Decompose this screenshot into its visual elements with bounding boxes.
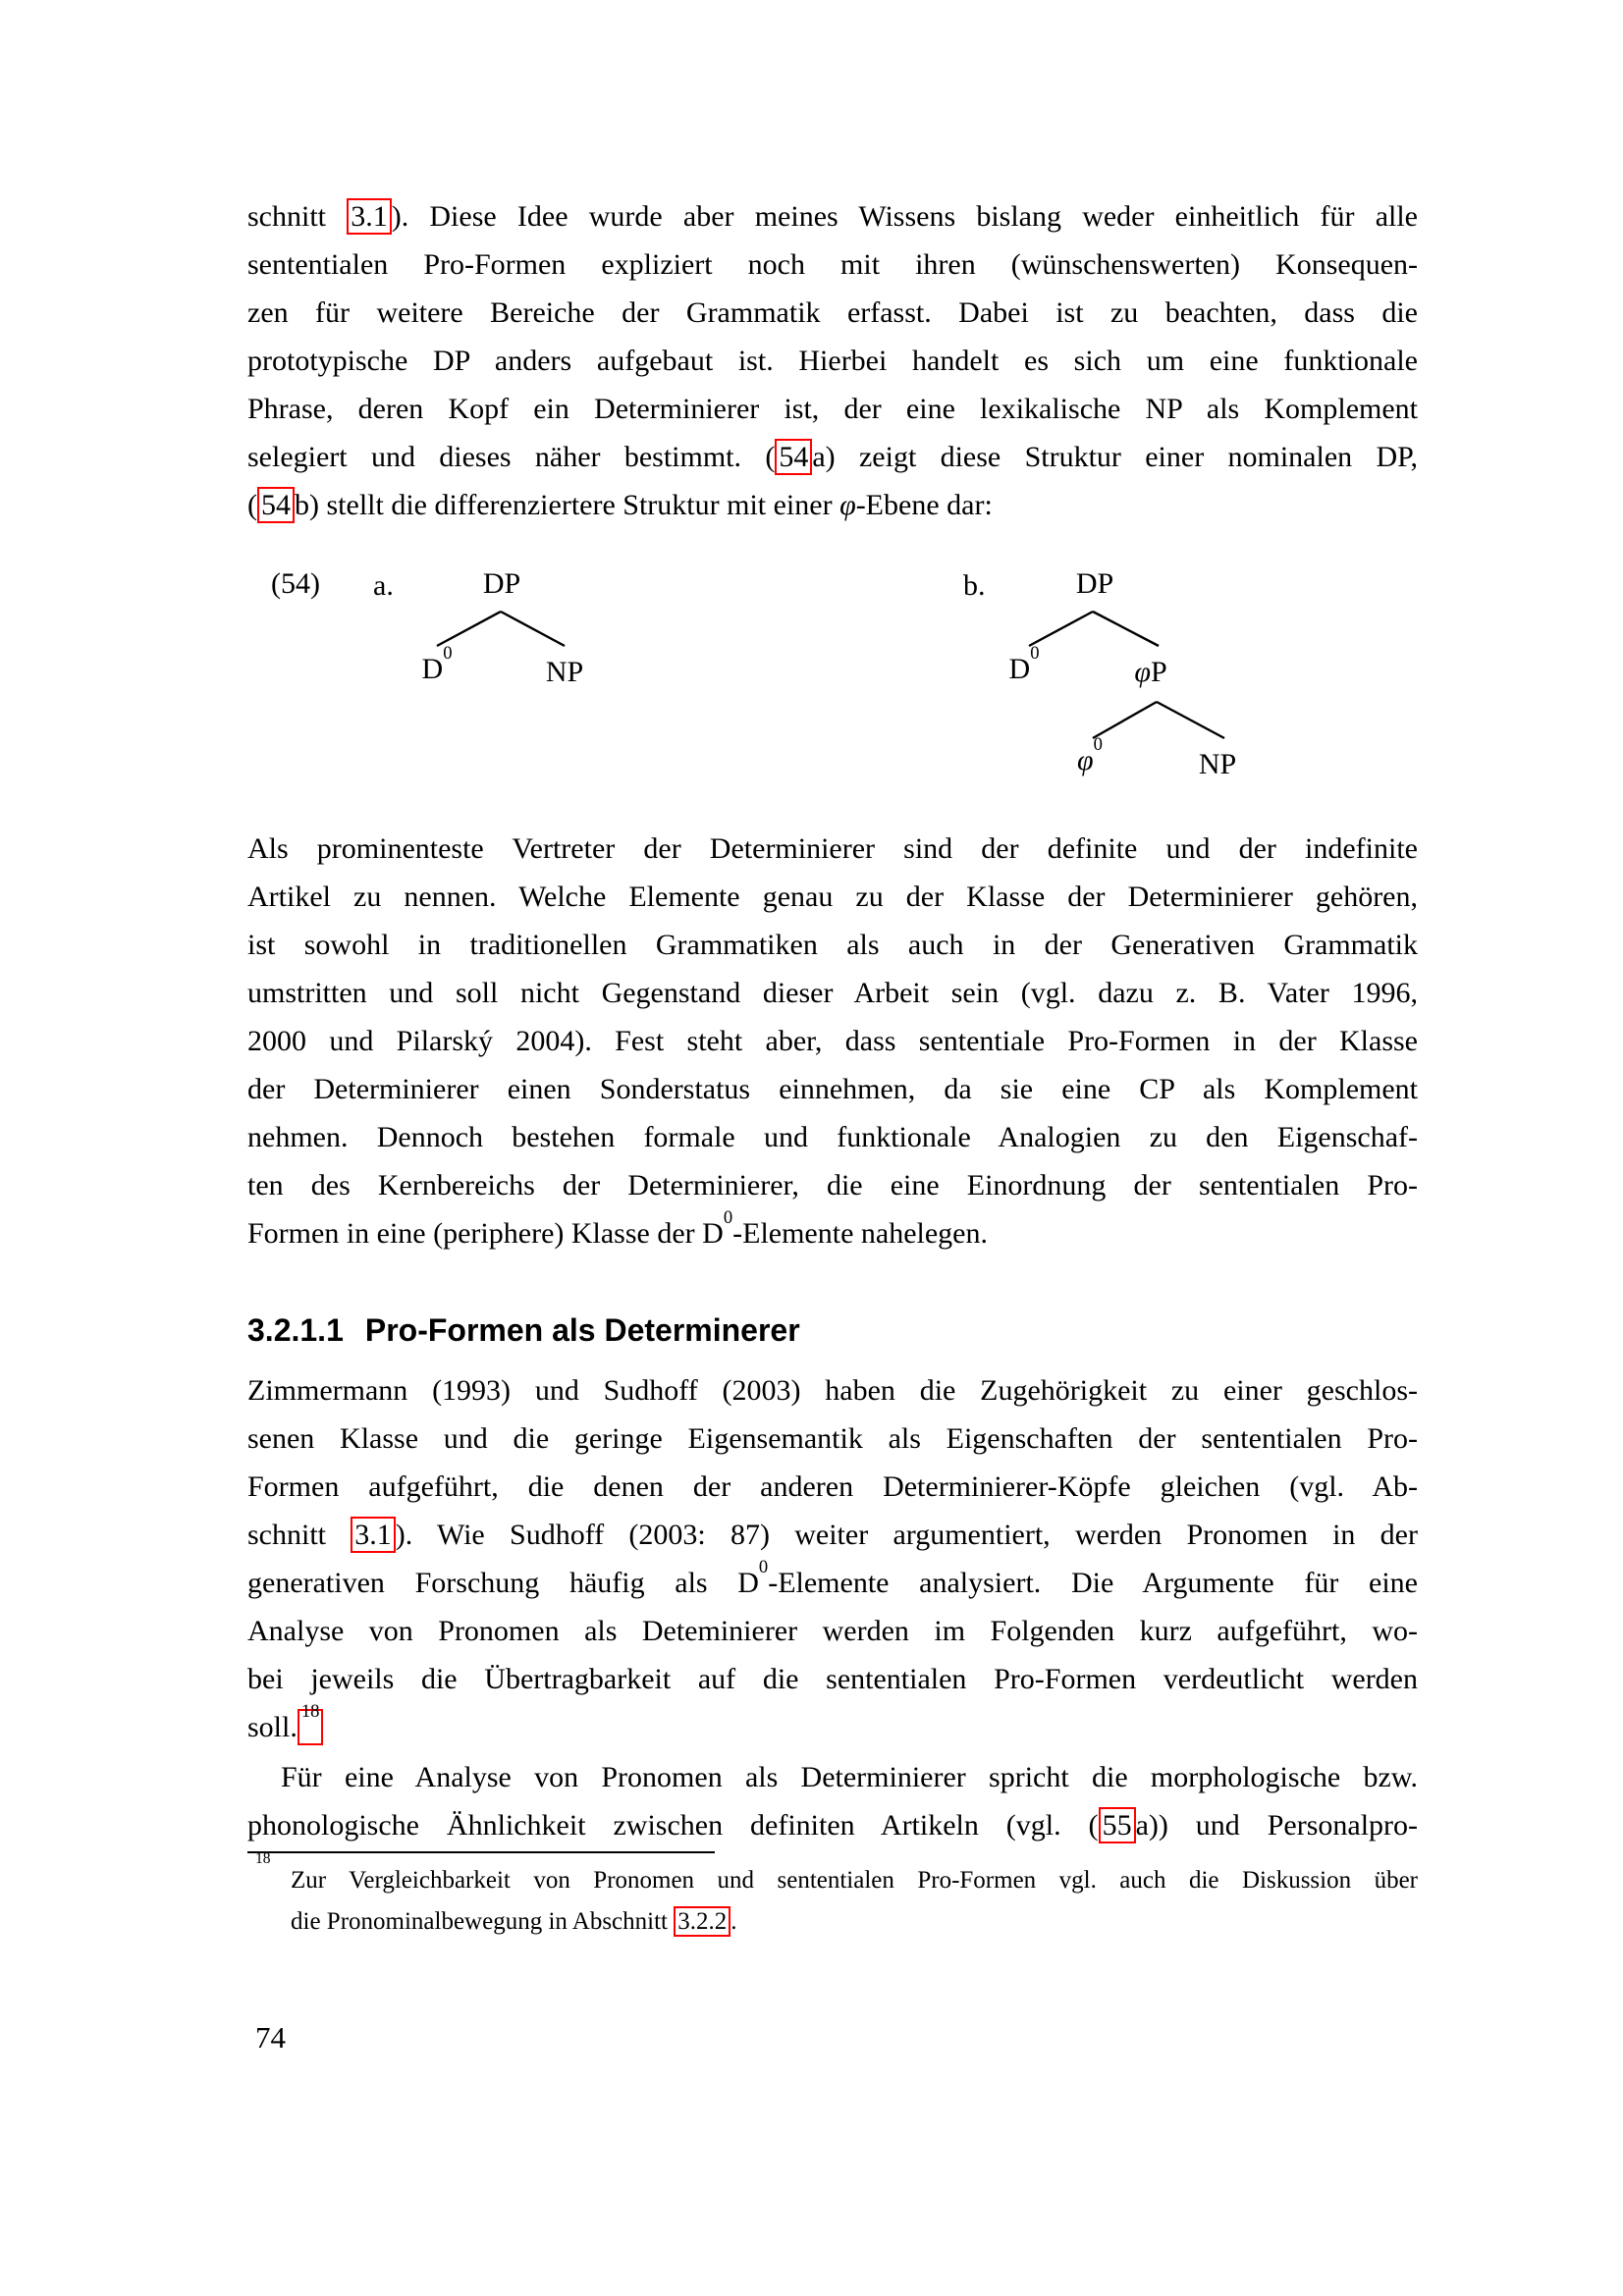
- cross-reference-link[interactable]: 3.1: [347, 198, 392, 235]
- footnote-text: [291, 1860, 1418, 1943]
- text-line: bei jeweils die Übertragbarkeit auf die sententialen Pro-Formen verdeutlicht werden: [247, 1663, 1418, 1695]
- text-line: selegiert und dieses näher bestimmt. ( 54 a) zeigt diese Struktur einer nominalen DP,: [247, 441, 1418, 473]
- example-item-b-label: b.: [963, 569, 986, 602]
- page-number: 74: [255, 2020, 286, 2055]
- phi-symbol: φ: [839, 489, 856, 521]
- footnote: [247, 1851, 1418, 1943]
- text-line: Für eine Analyse von Pronomen als Determinierer spricht die morphologische bzw.: [281, 1761, 1418, 1793]
- text-line: der Determinierer einen Sonderstatus einnehmen, da sie eine CP als Komplement: [247, 1073, 1418, 1105]
- tree-b-root-dp: DP: [1075, 567, 1114, 600]
- footnote-rule: [247, 1851, 715, 1853]
- cross-reference-link[interactable]: 55: [1099, 1807, 1136, 1843]
- text-line: ( 54 b) stellt die differenziertere Struktur mit einer φ-Ebene dar:: [247, 489, 993, 521]
- example-54: [0, 564, 1623, 800]
- cross-reference-link[interactable]: 3.2.2: [674, 1906, 730, 1937]
- text-line: ten des Kernbereichs der Determinierer, die eine Einordnung der sententialen Pro-: [247, 1169, 1418, 1201]
- tree-b-node-phip: φP: [1134, 656, 1167, 688]
- text-line: die Pronominalbewegung in Abschnitt 3.2.2 .: [291, 1908, 737, 1935]
- tree-a-node-d0: $D^0$: [421, 642, 453, 685]
- text-line: zen für weitere Bereiche der Grammatik erfasst. Dabei ist zu beachten, dass die: [247, 296, 1418, 329]
- example-number: (54): [271, 567, 320, 600]
- phi-symbol: φ: [1134, 656, 1151, 688]
- tree-b-node-phi0: $\varphi^0$: [1077, 733, 1103, 776]
- cross-reference-link[interactable]: 54: [257, 487, 295, 523]
- text-line: nehmen. Dennoch bestehen formale und funktionale Analogien zu den Eigenschaf-: [247, 1121, 1418, 1153]
- footnote-marker: 18: [255, 1849, 271, 1867]
- section-number: 3.2.1.1: [247, 1312, 344, 1348]
- text-line: schnitt 3.1 ). Wie Sudhoff (2003: 87) weiter argumentiert, werden Pronomen in der: [247, 1519, 1418, 1551]
- tree-a-node-np: NP: [545, 656, 584, 688]
- tree-b-node-d0: $D^0$: [1008, 642, 1040, 685]
- tree-a-root-dp: DP: [482, 567, 521, 600]
- paragraph-zimmermann-sudhoff: [247, 1366, 1418, 1751]
- text-line: Phrase, deren Kopf ein Determinierer ist, der eine lexikalische NP als Komplement: [247, 393, 1418, 425]
- text-line: soll. $^{18}$: [247, 1703, 1418, 1751]
- paragraph-fuer-eine-analyse: [247, 1753, 1418, 1849]
- paragraph-intro: [247, 192, 1418, 529]
- text-line: prototypische DP anders aufgebaut ist. Hierbei handelt es sich um eine funktionale: [247, 345, 1418, 377]
- text-line: Analyse von Pronomen als Deteminierer werden im Folgenden kurz aufgeführt, wo-: [247, 1615, 1418, 1647]
- text-line: Formen in eine (periphere) Klasse der $D^0$-Elemente nahelegen.: [247, 1206, 988, 1250]
- tree-b-node-np: NP: [1198, 748, 1237, 780]
- text-line: Formen aufgeführt, die denen der anderen Determinierer-Köpfe gleichen (vgl. Ab-: [247, 1470, 1418, 1503]
- text-line: ist sowohl in traditionellen Grammatiken als auch in der Generativen Grammatik: [247, 929, 1418, 961]
- text-line: senen Klasse und die geringe Eigensemantik als Eigenschaften der sententialen Pro-: [247, 1422, 1418, 1455]
- cross-reference-link[interactable]: 3.1: [351, 1517, 396, 1553]
- text-line: Zur Vergleichbarkeit von Pronomen und sententialen Pro-Formen vgl. auch die Diskussion über: [291, 1867, 1418, 1894]
- text-line: Als prominenteste Vertreter der Determinierer sind der definite und der indefinite: [247, 832, 1418, 865]
- text-line: phonologische Ähnlichkeit zwischen definiten Artikeln (vgl. ( 55 a)) und Personalpro-: [247, 1809, 1419, 1842]
- section-title: Pro-Formen als Determinerer: [364, 1312, 800, 1348]
- paragraph-determinierer: [247, 825, 1418, 1257]
- text-line: schnitt 3.1 ). Diese Idee wurde aber meines Wissens bislang weder einheitlich für alle: [247, 200, 1418, 233]
- phi-symbol: φ: [1077, 744, 1094, 776]
- example-item-a-label: a.: [373, 569, 394, 602]
- cross-reference-link[interactable]: 54: [775, 439, 812, 475]
- tree-branch-lines: [0, 564, 1623, 800]
- text-line: generativen Forschung häufig als $D^0$-Elemente analysiert. Die Argumente für eine: [247, 1556, 1418, 1599]
- text-line: 2000 und Pilarský 2004). Fest steht aber, dass sententiale Pro-Formen in der Klasse: [247, 1025, 1418, 1057]
- text-line: umstritten und soll nicht Gegenstand dieser Arbeit sein (vgl. dazu z. B. Vater 1996,: [247, 977, 1418, 1009]
- cross-reference-link[interactable]: 18: [298, 1709, 324, 1745]
- text-line: Artikel zu nennen. Welche Elemente genau zu der Klasse der Determinierer gehören,: [247, 881, 1418, 913]
- text-line: sententialen Pro-Formen expliziert noch mit ihren (wünschenswerten) Konsequen-: [247, 248, 1418, 281]
- text-line: Zimmermann (1993) und Sudhoff (2003) haben die Zugehörigkeit zu einer geschlos-: [247, 1374, 1418, 1407]
- section-heading: [247, 1310, 1418, 1350]
